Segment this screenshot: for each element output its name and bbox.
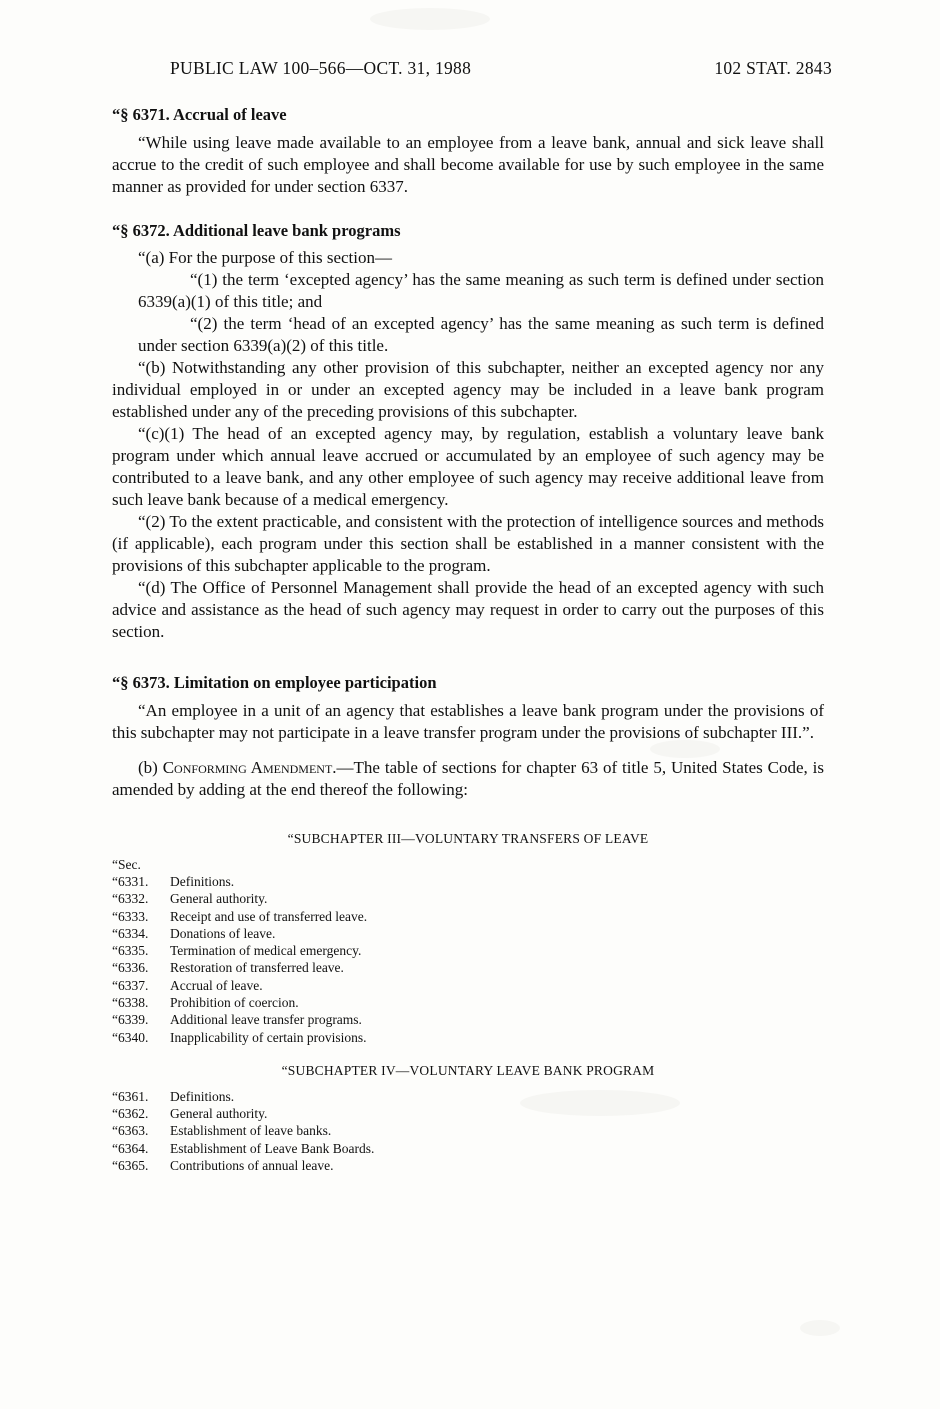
toc-item-number: “6336. <box>112 960 149 976</box>
list-item <box>112 1011 824 1028</box>
conforming-lead: (b) <box>138 757 163 777</box>
toc-item-number: “6362. <box>112 1106 149 1122</box>
toc-sec-label: “Sec. <box>112 856 141 872</box>
list-item <box>112 942 824 959</box>
toc-item-number: “6332. <box>112 891 149 907</box>
toc-item-title: General authority. <box>170 891 268 907</box>
toc-item-title: Restoration of transferred leave. <box>170 960 344 976</box>
section-6371-heading: “§ 6371. Accrual of leave <box>112 105 287 124</box>
list-item <box>112 890 824 907</box>
subchapter-iv-list <box>112 1088 824 1174</box>
subchapter-iii-list <box>112 873 824 1046</box>
subchapter-iv-title: “SUBCHAPTER IV—VOLUNTARY LEAVE BANK PROGRAM <box>281 1062 655 1078</box>
document-body <box>112 105 824 1174</box>
toc-item-title: Contributions of annual leave. <box>170 1157 334 1173</box>
conforming-rest: —The table of sections for chapter 63 of title 5, United States Code, is amended by adding at the end thereof the following: <box>112 757 825 799</box>
list-item <box>112 994 824 1011</box>
list-item <box>112 1088 824 1105</box>
section-6372-paragraph-a1: “(1) the term ‘excepted agency’ has the same meaning as such term is defined under section 6339(a)(1) of this title; and <box>138 270 824 312</box>
toc-item-title: Additional leave transfer programs. <box>170 1012 362 1028</box>
list-item <box>112 959 824 976</box>
section-6372-paragraph-c1: “(c)(1) The head of an excepted agency may, by regulation, establish a voluntary leave bank program under which annual leave accrued or accumulated by an employee of such agency may be contributed to a leave bank, and any other employee of such agency may receive additional leave from such leave bank because of a medical emergency. <box>112 424 824 510</box>
list-item <box>112 873 824 890</box>
conforming-smallcaps: Conforming Amendment. <box>162 757 337 777</box>
list-item <box>112 1157 824 1174</box>
section-6373 <box>112 673 824 744</box>
toc-item-title: Prohibition of coercion. <box>170 995 299 1010</box>
section-6373-paragraph-1: “An employee in a unit of an agency that establishes a leave bank program under the provisions of this subchapter may not participate in a leave transfer program under the provisions of subchapter III.”. <box>112 700 824 742</box>
list-item <box>112 1105 824 1122</box>
list-item <box>112 908 824 925</box>
toc-item-title: General authority. <box>170 1106 268 1122</box>
toc-item-number: “6334. <box>112 925 149 941</box>
section-6372-paragraph-a2: “(2) the term ‘head of an excepted agency’ has the same meaning as such term is defined under section 6339(a)(2) of this title. <box>138 314 824 356</box>
toc-item-number: “6365. <box>112 1157 149 1173</box>
table-of-sections <box>112 831 824 1174</box>
section-6372-paragraph-d: “(d) The Office of Personnel Management shall provide the head of an excepted agency with such advice and assistance as the head of such agency may request in order to carry out the purposes of this section. <box>112 578 824 642</box>
list-item <box>112 977 824 994</box>
toc-item-number: “6335. <box>112 943 149 959</box>
section-6371 <box>112 105 824 198</box>
toc-item-title: Definitions. <box>170 874 235 890</box>
section-6372 <box>112 221 824 644</box>
list-item <box>112 1029 824 1046</box>
toc-item-number: “6331. <box>112 874 149 890</box>
toc-item-number: “6361. <box>112 1088 149 1104</box>
toc-item-title: Definitions. <box>170 1088 235 1104</box>
toc-item-number: “6337. <box>112 977 149 993</box>
header-stat-citation: 102 STAT. 2843 <box>714 58 832 78</box>
section-6373-heading: “§ 6373. Limitation on employee participation <box>112 673 437 693</box>
list-item <box>112 1122 824 1139</box>
toc-item-number: “6364. <box>112 1140 149 1156</box>
page-header <box>110 58 840 79</box>
section-6372-paragraph-b: “(b) Notwithstanding any other provision of this subchapter, neither an excepted agency nor any individual employed in or under an excepted agency may be included in a leave bank program established under any of the preceding provisions of this subchapter. <box>112 358 824 422</box>
toc-item-title: Establishment of leave banks. <box>170 1123 332 1139</box>
list-item <box>112 925 824 942</box>
toc-item-number: “6340. <box>112 1029 149 1045</box>
section-6372-paragraph-c2: “(2) To the extent practicable, and consistent with the protection of intelligence sources and methods (if applicable), each program under this section shall be established in a manner consistent with the provisions of this subchapter applicable to the program. <box>112 512 824 576</box>
toc-item-number: “6363. <box>112 1123 149 1139</box>
section-6372-heading: “§ 6372. Additional leave bank programs <box>112 220 401 240</box>
toc-item-title: Establishment of Leave Bank Boards. <box>170 1140 375 1156</box>
subchapter-iii-title: “SUBCHAPTER III—VOLUNTARY TRANSFERS OF LEAVE <box>287 830 649 846</box>
conforming-amendment-paragraph <box>112 757 824 801</box>
toc-item-title: Donations of leave. <box>170 925 276 941</box>
section-6372-paragraph-a: “(a) For the purpose of this section— <box>138 248 392 268</box>
toc-item-title: Accrual of leave. <box>170 977 263 993</box>
header-law-citation: PUBLIC LAW 100–566—OCT. 31, 1988 <box>170 58 472 78</box>
list-item <box>112 1140 824 1157</box>
toc-item-number: “6339. <box>112 1012 149 1028</box>
toc-item-number: “6338. <box>112 995 149 1010</box>
toc-item-title: Receipt and use of transferred leave. <box>170 908 368 924</box>
section-6371-paragraph-1: “While using leave made available to an employee from a leave bank, annual and sick leave shall accrue to the credit of such employee and shall become available for use by such employee in the same manner as provided for under section 6337. <box>112 132 824 196</box>
toc-item-number: “6333. <box>112 908 149 924</box>
toc-item-title: Termination of medical emergency. <box>170 943 362 959</box>
toc-item-title: Inapplicability of certain provisions. <box>170 1029 367 1045</box>
